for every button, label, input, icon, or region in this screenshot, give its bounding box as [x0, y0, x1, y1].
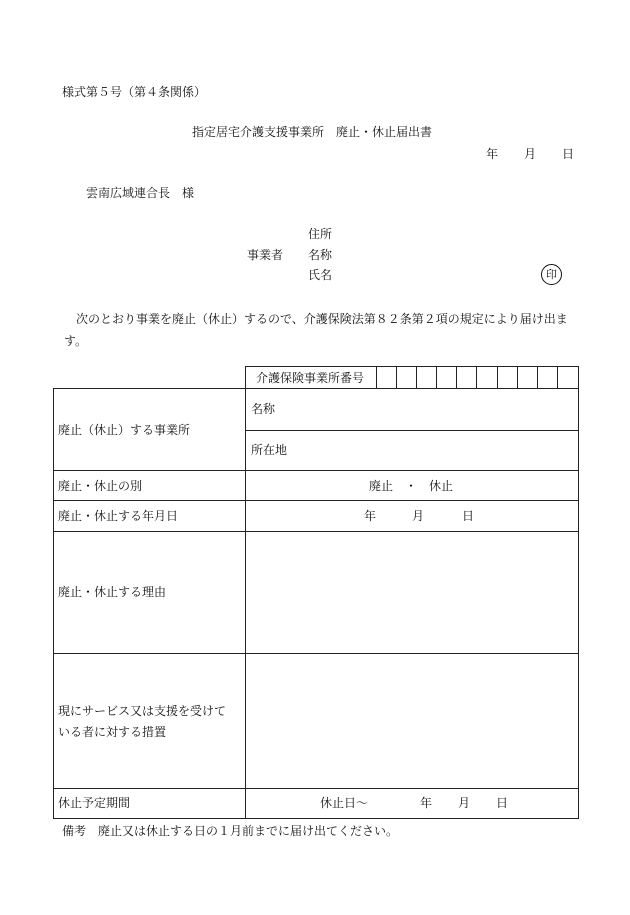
- representative-name-label: 氏名: [308, 268, 333, 282]
- remarks-note: 備考 廃止又は休止する日の１月前までに届け出てください。: [62, 824, 399, 838]
- operator-name-label: 名称: [308, 248, 333, 262]
- form-number: 様式第５号（第４条関係）: [62, 85, 207, 99]
- table-date-year: 年: [364, 509, 377, 523]
- type-value: 廃止 ・ 休止: [369, 479, 454, 493]
- address-label: 住所: [308, 227, 333, 241]
- date-month: 月: [524, 147, 537, 161]
- office-number-label: 介護保険事業所番号: [256, 371, 365, 385]
- period-day: 日: [496, 796, 509, 810]
- notification-statement: 次のとおり事業を廃止（休止）するので、介護保険法第８２条第２項の規定により届け出ます。: [64, 312, 568, 348]
- period-label: 休止予定期間: [58, 796, 131, 810]
- measures-label-line1: 現にサービス又は支援を受けて: [58, 704, 227, 718]
- document-title: 指定居宅介護支援事業所 廃止・休止届出書: [192, 125, 433, 139]
- date-year: 年: [486, 147, 499, 161]
- date-label: 廃止・休止する年月日: [58, 509, 179, 523]
- period-year: 年: [420, 796, 433, 810]
- office-label: 廃止（休止）する事業所: [58, 423, 191, 437]
- submission-date: [486, 148, 574, 160]
- date-day: 日: [562, 147, 575, 161]
- measures-label-line2: いる者に対する措置: [58, 725, 167, 739]
- reason-label: 廃止・休止する理由: [58, 585, 167, 599]
- operator-label: 事業者: [247, 248, 284, 262]
- table-date-month: 月: [412, 509, 425, 523]
- addressee: 雲南広域連合長 様: [86, 186, 195, 200]
- office-name-label: 名称: [251, 402, 276, 416]
- period-prefix: 休止日～: [320, 796, 369, 810]
- table-date-day: 日: [462, 509, 475, 523]
- type-label: 廃止・休止の別: [58, 479, 143, 493]
- seal-mark: 印: [541, 264, 562, 285]
- office-location-label: 所在地: [251, 443, 288, 457]
- period-month: 月: [458, 796, 471, 810]
